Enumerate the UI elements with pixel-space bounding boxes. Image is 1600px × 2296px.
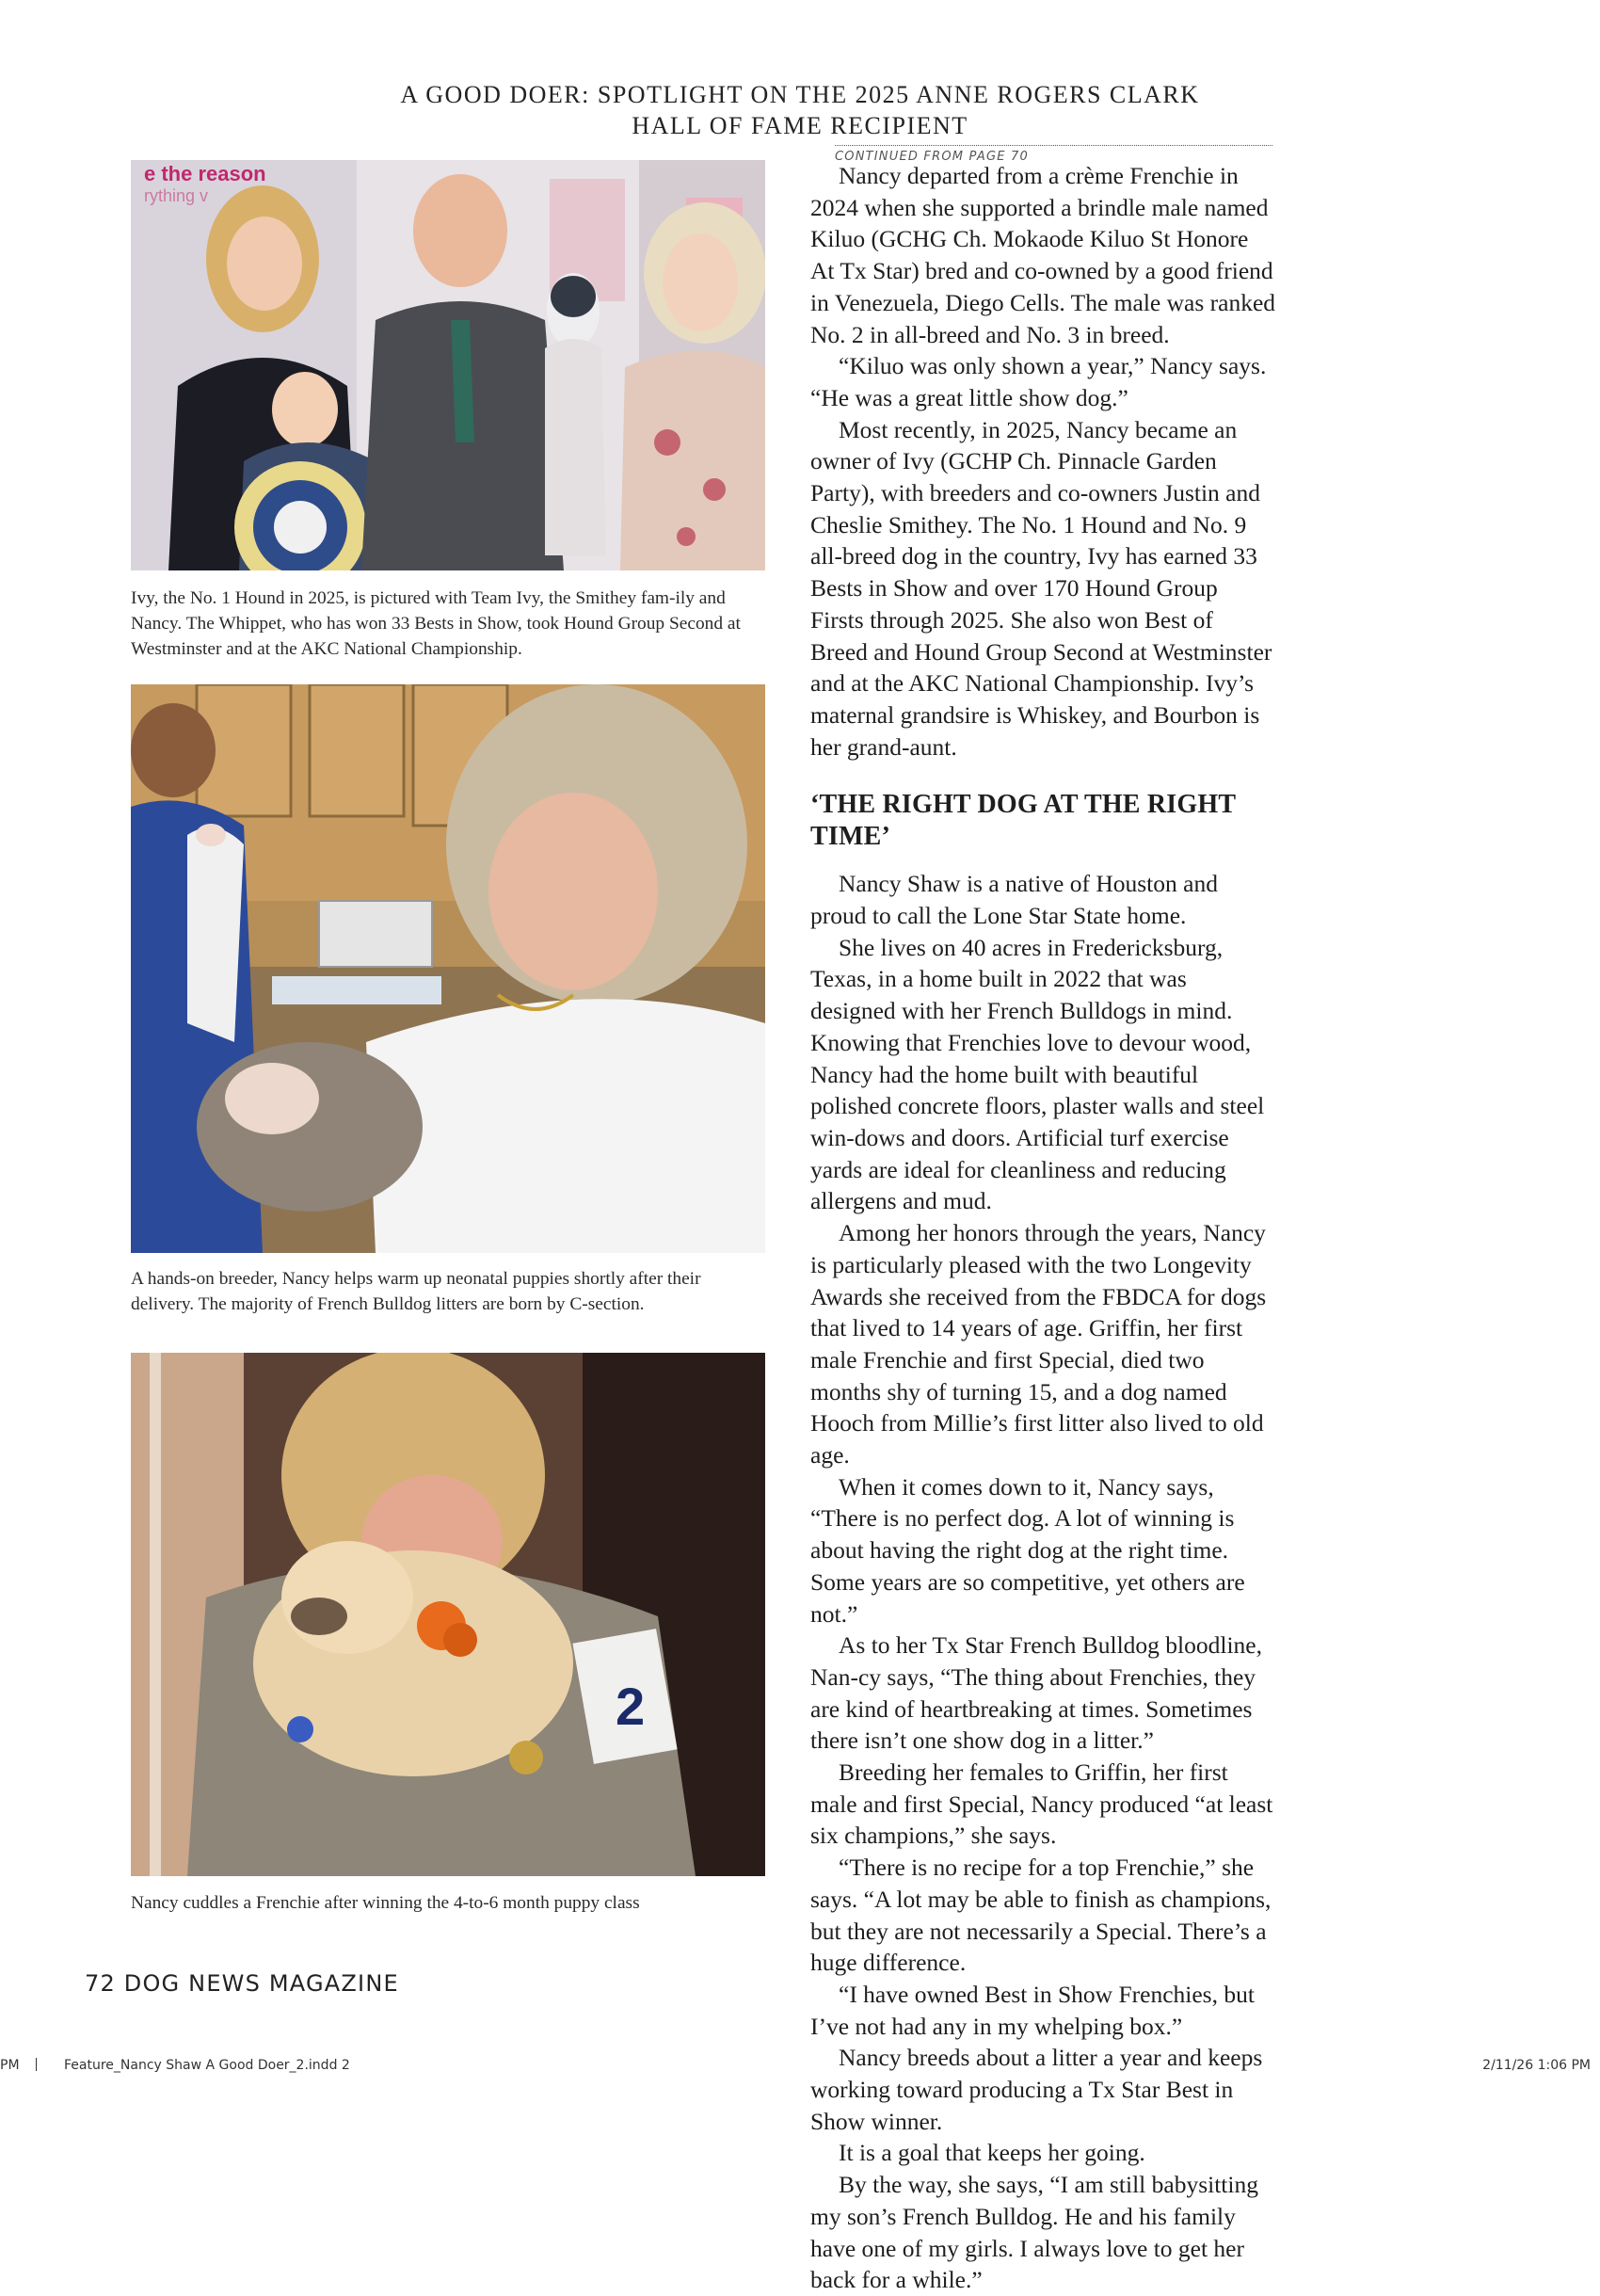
paragraph: It is a goal that keeps her going.	[839, 2139, 1145, 2167]
photo-team-ivy	[131, 160, 765, 570]
article-header	[0, 79, 1600, 141]
paragraph: “There is no recipe for a top Frenchie,” she says. “A lot may be able to finish as champions, but they are not necessarily a Special. There’s a huge difference.	[810, 1854, 1272, 1977]
paragraph: Nancy Shaw is a native of Houston and proud to call the Lone Star State home.	[810, 870, 1218, 930]
paragraph: She lives on 40 acres in Fredericksburg, Texas, in a home built in 2022 that was designed with her French Bulldogs in mind. Knowing that Frenchies love to devour wood, Nancy had the home built with beautiful polished concrete floors, plaster walls and steel win-dows and doors. Artificial turf exercise yards are ideal for cleanliness and reducing allergens and mud.	[810, 933, 1265, 1215]
caption-neonatal-puppies: A hands-on breeder, Nancy helps warm up neonatal puppies shortly after their delivery. The majority of French Bulldog litters are born by C-section.	[131, 1269, 701, 1314]
header-line-2: HALL OF FAME RECIPIENT	[632, 112, 968, 139]
banner-text-2: rything v	[144, 186, 209, 205]
puppy-class-image	[131, 1353, 765, 1876]
caption-puppy-class: Nancy cuddles a Frenchie after winning the 4-to-6 month puppy class	[131, 1893, 640, 1913]
continued-note: CONTINUED FROM PAGE 70	[835, 145, 1272, 164]
page-folio: 72 DOG NEWS MAGAZINE	[85, 1970, 399, 1997]
neonatal-puppies-image	[131, 684, 765, 1253]
paragraph: “Kiluo was only shown a year,” Nancy says. “He was a great little show dog.”	[810, 352, 1267, 411]
paragraph: Breeding her females to Griffin, her first male and first Special, Nancy produced “at least six champions,” she says.	[810, 1758, 1273, 1850]
paragraph: Nancy departed from a crème Frenchie in 2024 when she supported a brindle male named Kiluo (GCHG Ch. Mokaode Kiluo St Honore At Tx Star) bred and co-owned by a good friend in Venezuela, Diego Cells. The male was ranked No. 2 in all-breed and No. 3 in breed.	[810, 162, 1276, 348]
photo-puppy-class	[131, 1353, 765, 1876]
paragraph: When it comes down to it, Nancy says, “There is no perfect dog. A lot of winning is about having the right dog at the right time. Some years are so competitive, yet others are not.”	[810, 1472, 1245, 1628]
paragraph: By the way, she says, “I am still babysitting my son’s French Bulldog. He and his family have one of my girls. I always love to get her back for a while.”	[810, 2171, 1258, 2294]
caption-team-ivy: Ivy, the No. 1 Hound in 2025, is pictured with Team Ivy, the Smithey fam-ily and Nancy. The Whippet, who has won 33 Bests in Show, took Hound Group Second at Westminster and at the AKC National Championship.	[131, 588, 741, 659]
section-heading: ‘THE RIGHT DOG AT THE RIGHT TIME’	[810, 790, 1236, 852]
photo-neonatal-puppies	[131, 684, 765, 1253]
paragraph: As to her Tx Star French Bulldog bloodline, Nan-cy says, “The thing about Frenchies, they are kind of heartbreaking at times. Sometimes there isn’t one show dog in a litter.”	[810, 1631, 1262, 1755]
slug-left: PM	[0, 2058, 20, 2073]
slug-filename: Feature_Nancy Shaw A Good Doer_2.indd 2	[64, 2058, 350, 2073]
print-slug	[0, 2058, 1600, 2071]
paragraph: Among her honors through the years, Nancy is particularly pleased with the two Longevity Awards she received from the FBDCA for dogs that lived to 14 years of age. Griffin, her first male Frenchie and first Special, died two months shy of turning 15, and a dog named Hooch from Millie’s first litter also lived to old age.	[810, 1219, 1267, 1469]
paragraph: Nancy breeds about a litter a year and keeps working toward producing a Tx Star Best in Show winner.	[810, 2044, 1263, 2135]
slug-divider	[36, 2058, 37, 2071]
banner-text: e the reason	[144, 162, 266, 185]
slug-timestamp: 2/11/26 1:06 PM	[1482, 2058, 1591, 2073]
paragraph: “I have owned Best in Show Frenchies, but I’ve not had any in my whelping box.”	[810, 1980, 1255, 2040]
armband-number: 2	[616, 1677, 646, 1736]
article-body	[810, 160, 1276, 2296]
header-line-1: A GOOD DOER: SPOTLIGHT ON THE 2025 ANNE ROGERS CLARK	[400, 81, 1200, 108]
team-ivy-image	[131, 160, 765, 570]
paragraph: Most recently, in 2025, Nancy became an owner of Ivy (GCHP Ch. Pinnacle Garden Party), with breeders and co-owners Justin and Cheslie Smithey. The No. 1 Hound and No. 9 all-breed dog in the country, Ivy has earned 33 Bests in Show and over 170 Hound Group Firsts through 2025. She also won Best of Breed and Hound Group Second at Westminster and at the AKC National Championship. Ivy’s maternal grandsire is Whiskey, and Bourbon is her grand-aunt.	[810, 415, 1272, 761]
